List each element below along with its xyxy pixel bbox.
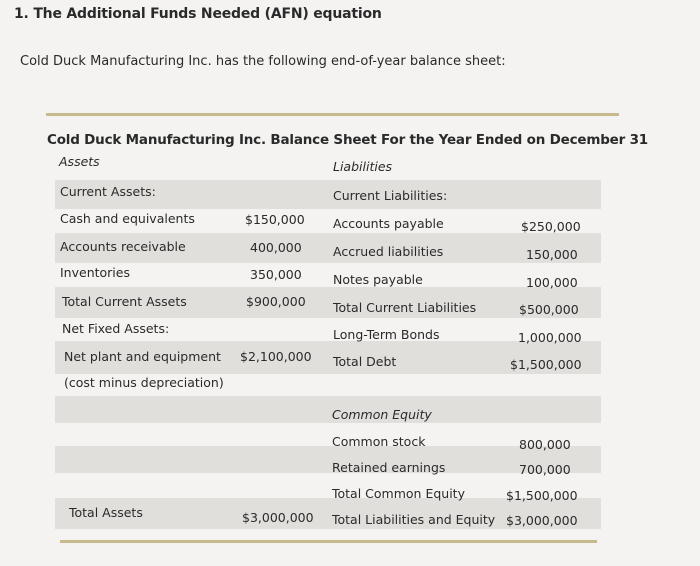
total-current-liabilities-label: Total Current Liabilities [333, 300, 477, 315]
accounts-payable-label: Accounts payable [333, 216, 444, 231]
question-heading: 1. The Additional Funds Needed (AFN) equation [14, 6, 382, 22]
net-plant-value: $2,100,000 [240, 349, 312, 364]
balance-sheet-title: Cold Duck Manufacturing Inc. Balance Sheet For the Year Ended on December 31 [47, 132, 648, 148]
total-current-assets-label: Total Current Assets [62, 294, 187, 309]
common-equity-header: Common Equity [332, 407, 432, 422]
top-rule [46, 113, 619, 116]
inventories-value: 350,000 [250, 267, 302, 282]
total-debt-label: Total Debt [333, 354, 397, 369]
total-common-equity-value: $1,500,000 [506, 488, 578, 503]
question-intro: Cold Duck Manufacturing Inc. has the following end-of-year balance sheet: [20, 54, 506, 69]
accrued-liabilities-value: 150,000 [526, 247, 578, 262]
notes-payable-value: 100,000 [526, 275, 578, 290]
accounts-payable-value: $250,000 [521, 219, 581, 234]
total-liabilities-equity-value: $3,000,000 [506, 513, 578, 528]
long-term-bonds-label: Long-Term Bonds [333, 327, 440, 342]
cash-value: $150,000 [245, 212, 305, 227]
current-liabilities-label: Current Liabilities: [333, 188, 448, 203]
total-assets-label: Total Assets [69, 505, 143, 520]
bottom-rule [60, 540, 597, 543]
common-stock-label: Common stock [332, 434, 426, 449]
notes-payable-label: Notes payable [333, 272, 423, 287]
total-assets-value: $3,000,000 [242, 510, 314, 525]
accounts-receivable-label: Accounts receivable [60, 239, 186, 254]
total-current-assets-value: $900,000 [246, 294, 306, 309]
retained-earnings-label: Retained earnings [332, 460, 446, 475]
total-current-liabilities-value: $500,000 [519, 302, 579, 317]
net-plant-note: (cost minus depreciation) [64, 375, 224, 390]
row-band [55, 396, 601, 423]
cash-label: Cash and equivalents [60, 211, 195, 226]
total-liabilities-equity-label: Total Liabilities and Equity [332, 512, 496, 527]
net-plant-label: Net plant and equipment [64, 349, 221, 364]
assets-header: Assets [59, 154, 100, 169]
inventories-label: Inventories [60, 265, 130, 280]
total-debt-value: $1,500,000 [510, 357, 582, 372]
accrued-liabilities-label: Accrued liabilities [333, 244, 444, 259]
total-common-equity-label: Total Common Equity [332, 486, 465, 501]
retained-earnings-value: 700,000 [519, 462, 571, 477]
net-fixed-assets-label: Net Fixed Assets: [62, 321, 170, 336]
liabilities-header: Liabilities [333, 159, 393, 174]
long-term-bonds-value: 1,000,000 [518, 330, 582, 345]
accounts-receivable-value: 400,000 [250, 240, 302, 255]
current-assets-label: Current Assets: [60, 184, 156, 199]
common-stock-value: 800,000 [519, 437, 571, 452]
